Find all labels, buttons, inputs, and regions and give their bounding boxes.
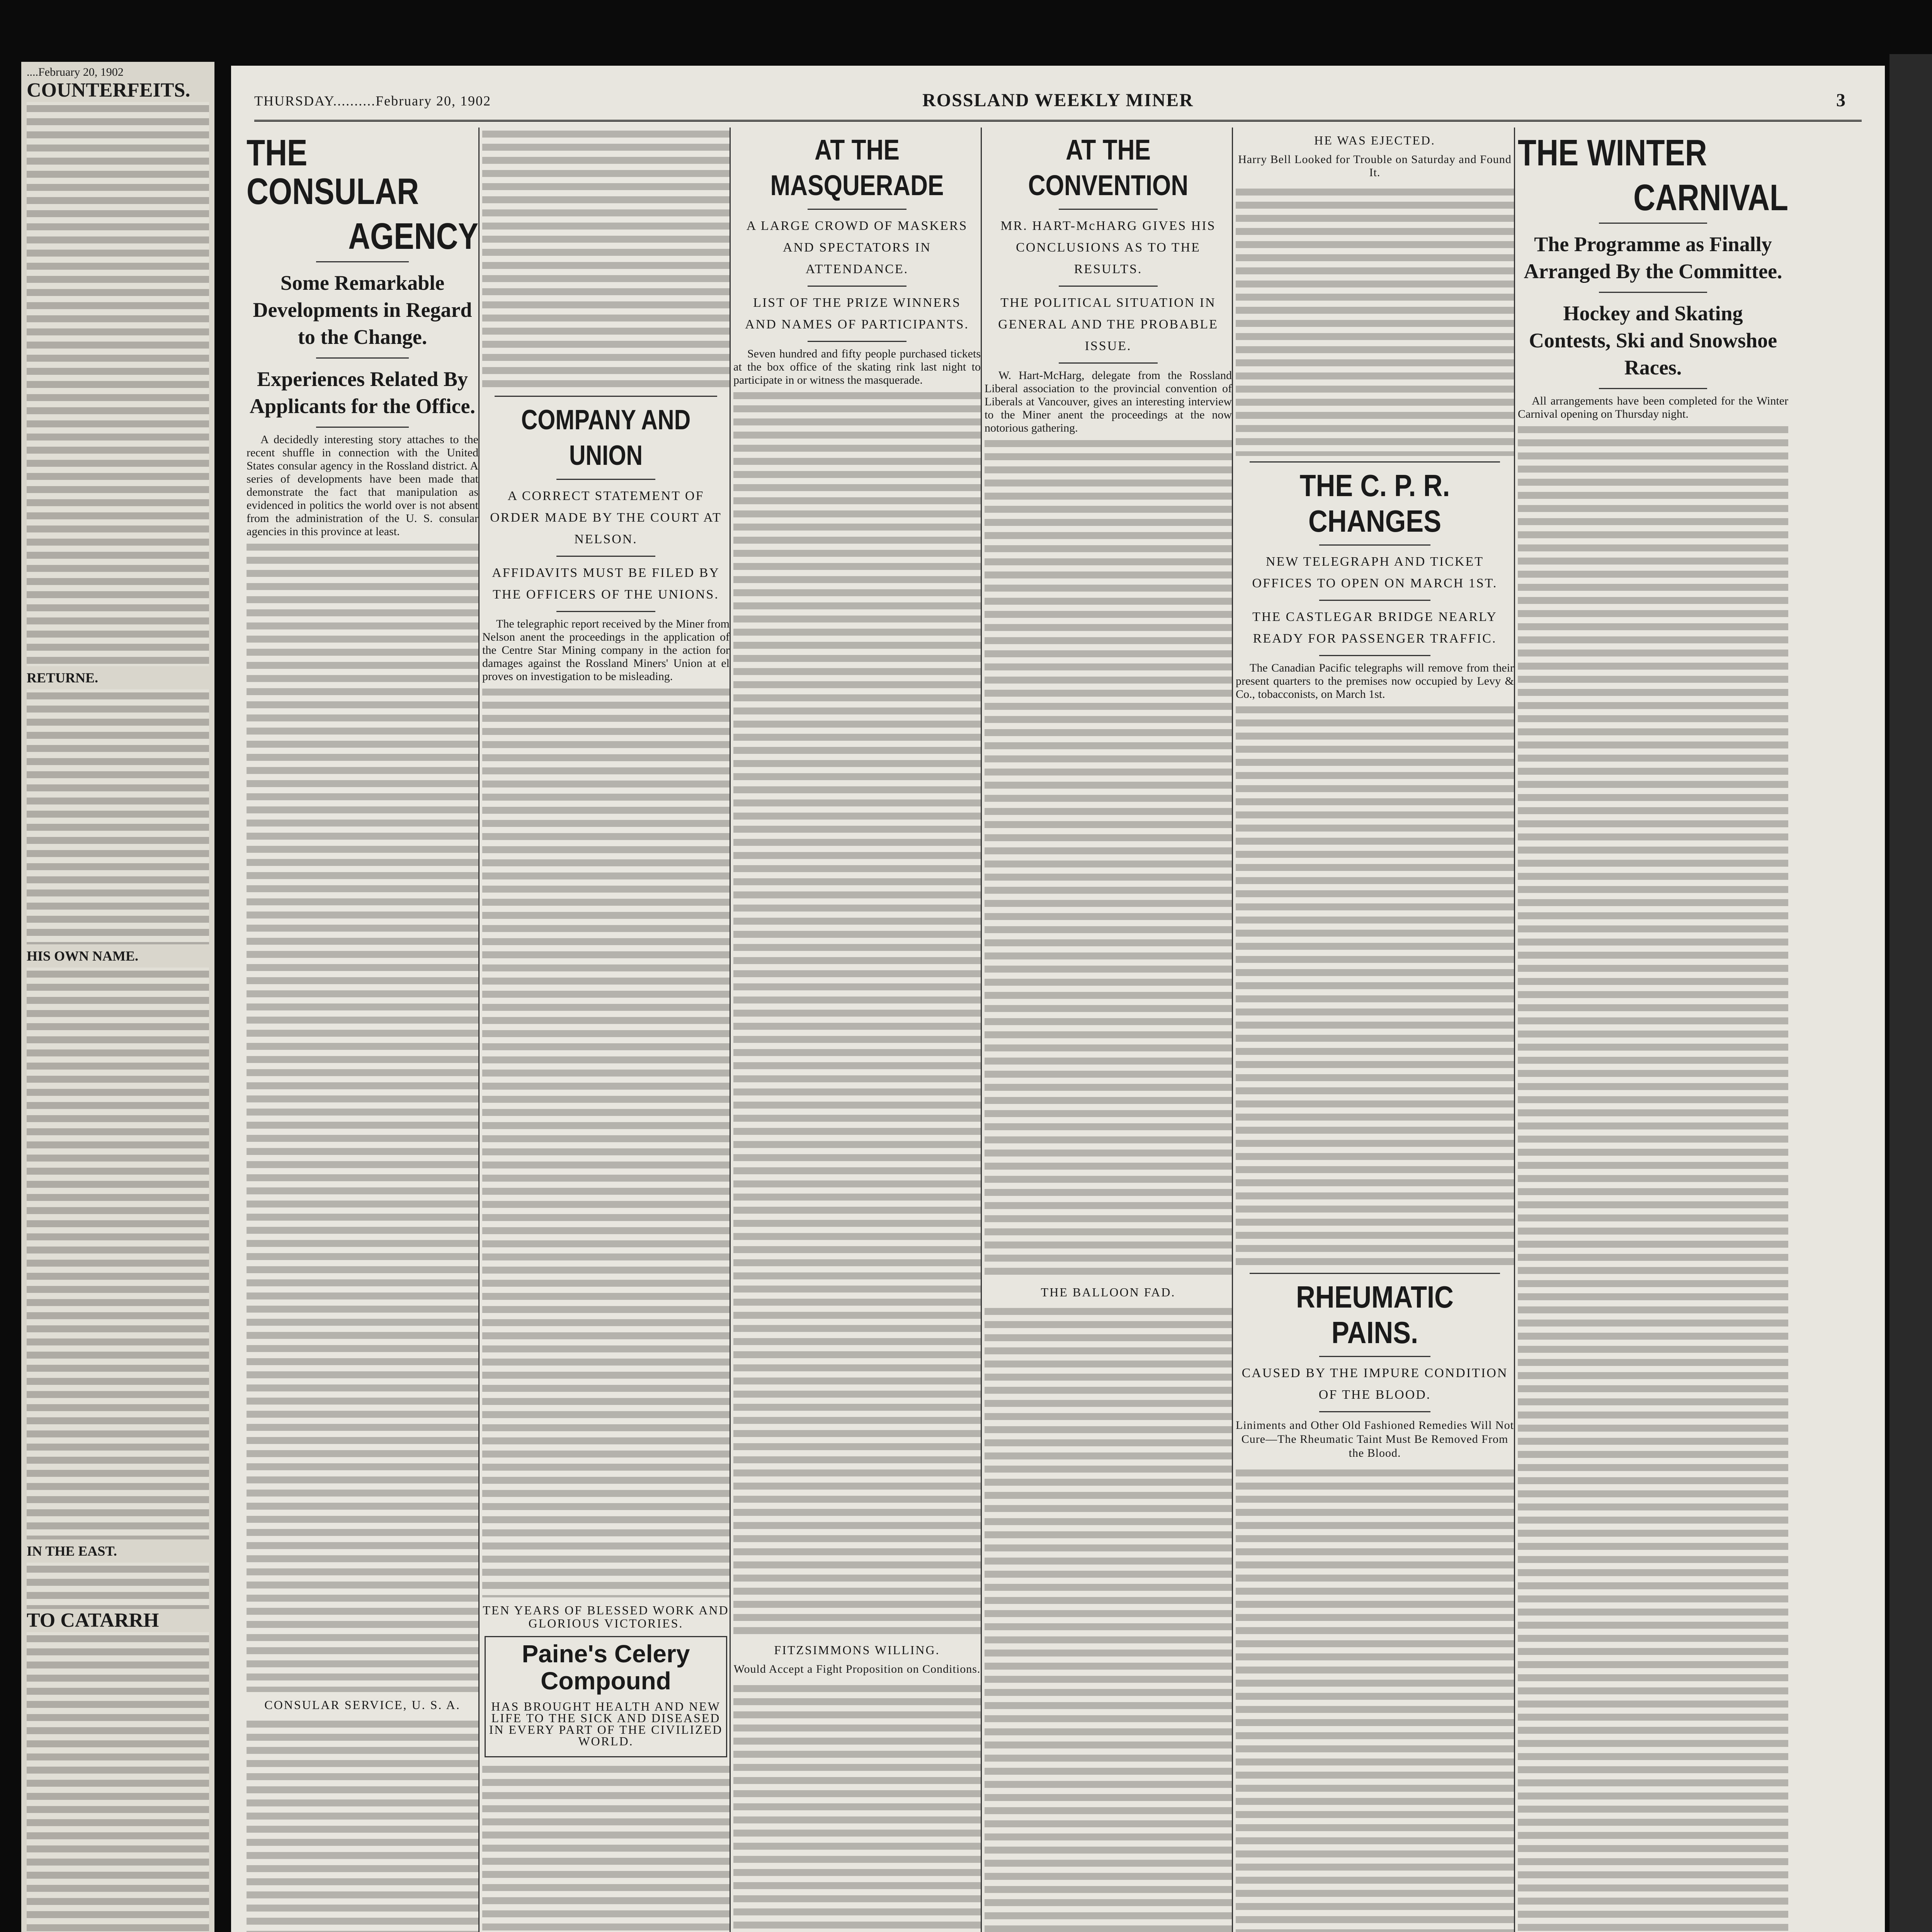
divider	[1599, 292, 1707, 293]
headline-consular-1: THE CONSULAR	[247, 132, 419, 212]
article-text-fitzsimmons	[733, 1682, 981, 1932]
headline-masquerade: AT THE MASQUERADE	[770, 134, 944, 201]
divider	[556, 611, 655, 612]
deck-consular-1: Some Remarkable Developments in Regard to the Change.	[253, 271, 472, 349]
article-body-masquerade: Seven hundred and fifty people purchased tickets at the box office of the skating rink last night to participate in or witness the masquerade.	[733, 347, 981, 386]
deck-masquerade-1: A LARGE CROWD OF MASKERS AND SPECTATORS IN ATTENDANCE.	[746, 219, 968, 276]
divider	[1250, 1273, 1500, 1274]
consular-signature: CONSULAR SERVICE, U. S. A.	[264, 1698, 461, 1712]
divider	[556, 556, 655, 557]
article-text-ejected	[1236, 185, 1514, 456]
strip-text-3	[27, 968, 209, 1539]
strip-section-own-name: HIS OWN NAME.	[27, 948, 139, 964]
deck-convention-1: MR. HART-McHARG GIVES HIS CONCLUSIONS AS TO THE RESULTS.	[1000, 219, 1216, 276]
divider	[1599, 388, 1707, 389]
strip-text-4	[27, 1563, 209, 1609]
deck-company-union-2: AFFIDAVITS MUST BE FILED BY THE OFFICERS OF THE UNIONS.	[492, 566, 720, 602]
article-text-company-union	[482, 685, 730, 1597]
deck-consular-2: Experiences Related By Applicants for the Office.	[250, 367, 475, 418]
previous-page-strip	[21, 62, 214, 1932]
paines-headline: Paine's Celery Compound	[522, 1640, 690, 1695]
page-number: 3	[1836, 90, 1846, 111]
column-masquerade	[733, 128, 982, 1932]
divider	[556, 479, 655, 480]
headline-carnival-1: THE WINTER	[1518, 132, 1707, 173]
article-text-consular-2	[247, 1718, 478, 1932]
headline-company-union: COMPANY AND UNION	[521, 405, 691, 471]
page-edge	[1889, 54, 1932, 1932]
strip-headline: COUNTERFEITS.	[27, 79, 190, 101]
article-text-masquerade	[733, 389, 981, 1637]
divider	[1319, 544, 1430, 546]
article-text-consular	[247, 541, 478, 1692]
column-convention	[985, 128, 1233, 1932]
strip-date: ....February 20, 1902	[27, 66, 124, 78]
deck-convention-2: THE POLITICAL SITUATION IN GENERAL AND THE PROBABLE ISSUE.	[998, 296, 1218, 353]
column-cpr	[1236, 128, 1515, 1932]
divider	[1250, 461, 1500, 463]
newspaper-page	[231, 66, 1885, 1932]
article-text-continued	[482, 128, 730, 390]
divider	[808, 286, 906, 287]
paines-intro: TEN YEARS OF BLESSED WORK AND GLORIOUS VICTORIES.	[483, 1603, 729, 1630]
column-carnival	[1518, 128, 1788, 1932]
article-body-cpr: The Canadian Pacific telegraphs will remove from their present quarters to the premises now occupied by Levy & Co., tobacconists, on March 1st.	[1236, 662, 1514, 701]
divider	[808, 209, 906, 210]
article-body-carnival: All arrangements have been completed for the Winter Carnival opening on Thursday night.	[1518, 395, 1788, 420]
article-text-balloon	[985, 1305, 1232, 1932]
masthead-title: ROSSLAND WEEKLY MINER	[922, 90, 1194, 111]
article-text-convention	[985, 437, 1232, 1279]
ejected-headline: HE WAS EJECTED.	[1314, 133, 1435, 147]
strip-text-5	[27, 1632, 209, 1932]
paines-ad	[485, 1636, 727, 1757]
divider	[1319, 655, 1430, 656]
divider	[1319, 600, 1430, 601]
deck-masquerade-2: LIST OF THE PRIZE WINNERS AND NAMES OF PARTICIPANTS.	[745, 296, 969, 332]
divider	[808, 341, 906, 342]
divider	[1059, 362, 1158, 364]
divider	[316, 427, 409, 428]
article-text-cpr	[1236, 703, 1514, 1267]
divider	[1059, 209, 1158, 210]
deck-cpr-1: NEW TELEGRAPH AND TICKET OFFICES TO OPEN ON MARCH 1ST.	[1252, 554, 1498, 590]
header-date: THURSDAY..........February 20, 1902	[254, 93, 492, 109]
strip-text-2	[27, 689, 209, 944]
divider	[495, 396, 717, 397]
page-header	[254, 85, 1862, 122]
divider	[1319, 1356, 1430, 1357]
balloon-headline: THE BALLOON FAD.	[1041, 1285, 1176, 1299]
article-body-consular: A decidedly interesting story attaches to the recent shuffle in connection with the United States consular agency in the Rossland district. A series of developments have been made that demonstrate the fact that manipulation as evidenced in politics the world over is not absent from the administration of the U. S. consular agencies in this province at least.	[247, 433, 478, 538]
deck-cpr-2: THE CASTLEGAR BRIDGE NEARLY READY FOR PASSENGER TRAFFIC.	[1252, 610, 1497, 646]
divider	[316, 357, 409, 359]
article-body-company-union: The telegraphic report received by the Miner from Nelson anent the proceedings in the application of the Centre Star Mining company in the action for damages against the Rossland Miners' Union at el proves on investigation to be misleading.	[482, 617, 730, 683]
divider	[1059, 286, 1158, 287]
divider	[1319, 1411, 1430, 1412]
paines-deck: HAS BROUGHT HEALTH AND NEW LIFE TO THE SICK AND DISEASED IN EVERY PART OF THE CIVILIZED WORLD.	[489, 1699, 723, 1748]
article-text-paines	[482, 1763, 730, 1932]
article-body-convention: W. Hart-McHarg, delegate from the Rossland Liberal association to the provincial convention of Liberals at Vancouver, gives an interesting interview to the Miner anent the proceedings at the now notorious gathering.	[985, 369, 1232, 434]
deck-carnival-2: Hockey and Skating Contests, Ski and Snowshoe Races.	[1529, 302, 1777, 379]
article-text-rheumatic	[1236, 1466, 1514, 1932]
headline-cpr: THE C. P. R. CHANGES	[1299, 468, 1450, 538]
divider	[316, 261, 409, 262]
headline-convention: AT THE CONVENTION	[1028, 134, 1189, 201]
column-consular	[247, 128, 480, 1932]
deck-rheumatic-1: CAUSED BY THE IMPURE CONDITION OF THE BLOOD.	[1242, 1366, 1508, 1402]
ejected-deck: Harry Bell Looked for Trouble on Saturday and Found It.	[1238, 153, 1512, 179]
column-company-union	[482, 128, 731, 1932]
deck-carnival-1: The Programme as Finally Arranged By the Committee.	[1524, 233, 1782, 283]
divider	[1599, 223, 1707, 224]
fitzsimmons-headline: FITZSIMMONS WILLING.	[774, 1643, 940, 1657]
strip-section-returne: RETURNE.	[27, 670, 99, 685]
article-text-carnival	[1518, 423, 1788, 1932]
headline-carnival-2: CARNIVAL	[1633, 177, 1788, 218]
deck-company-union-1: A CORRECT STATEMENT OF ORDER MADE BY THE COURT AT NELSON.	[490, 489, 722, 546]
strip-ad-headline: TO CATARRH	[27, 1609, 159, 1631]
headline-consular-2: AGENCY	[348, 216, 478, 257]
headline-rheumatic: RHEUMATIC PAINS.	[1296, 1280, 1454, 1350]
strip-section-east: IN THE EAST.	[27, 1543, 117, 1559]
fitzsimmons-deck: Would Accept a Fight Proposition on Conditions.	[733, 1663, 981, 1675]
strip-text-1	[27, 102, 209, 666]
deck-rheumatic-2: Liniments and Other Old Fashioned Remedies Will Not Cure—The Rheumatic Taint Must Be Removed From the Blood.	[1236, 1419, 1514, 1459]
